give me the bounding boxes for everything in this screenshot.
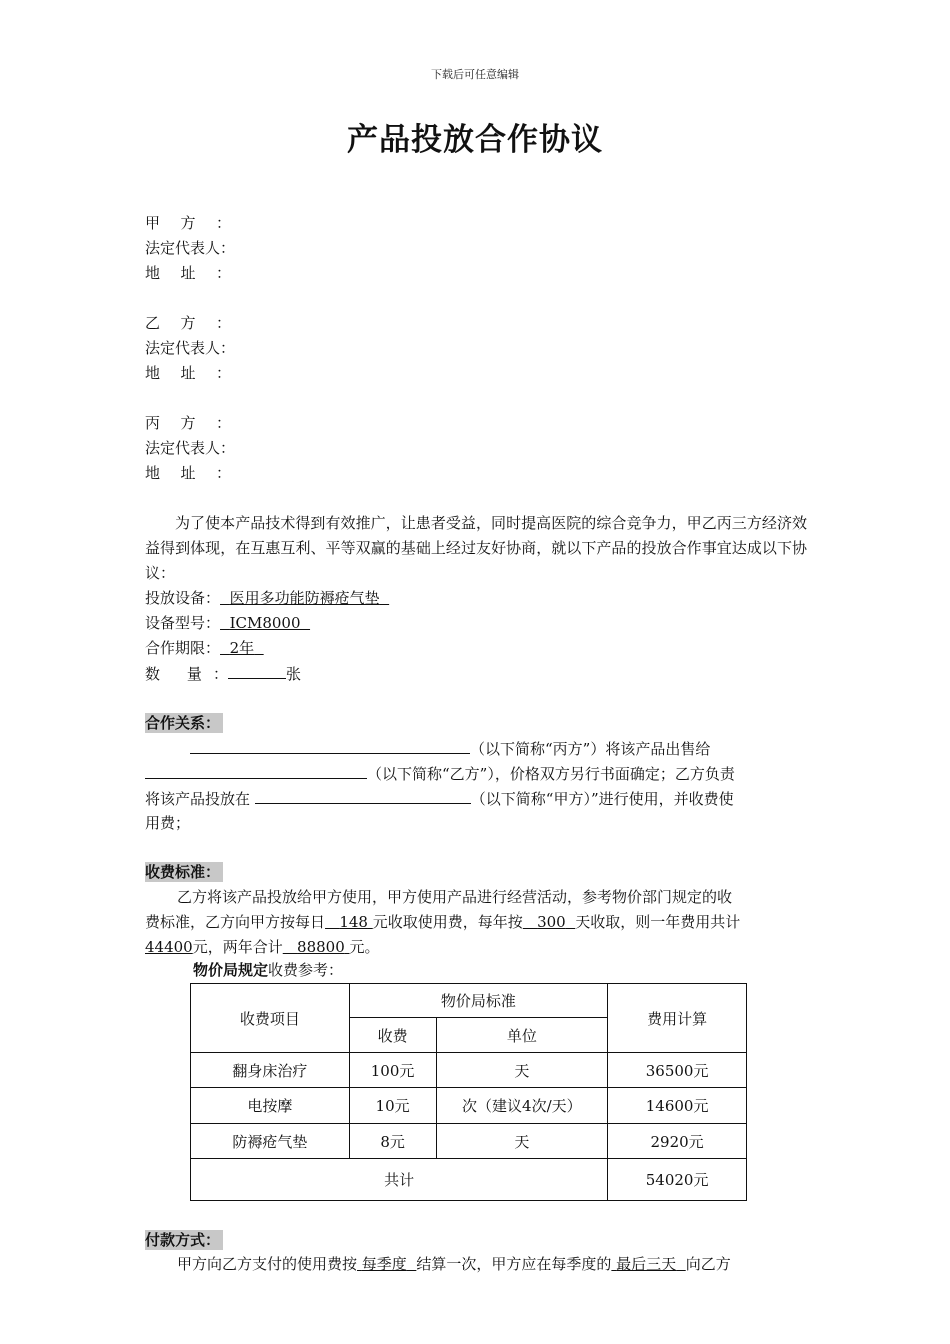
model-value: ICM8000 xyxy=(229,614,301,632)
term-label: 合作期限： xyxy=(145,639,221,657)
cooperation-text-3b: （以下简称“甲方）”进行使用，并收费使 xyxy=(470,790,734,808)
row-unit: 次（建议4次/天） xyxy=(436,1088,608,1124)
cooperation-line-1 xyxy=(190,736,710,762)
row-calc: 14600元 xyxy=(608,1088,747,1124)
total-label: 共计 xyxy=(191,1159,608,1201)
intro-paragraph: 为了使本产品技术得到有效推广，让患者受益，同时提高医院的综合竞争力，甲乙丙三方经济效益得到体现，在互惠互利、平等双赢的基础上经过友好协商，就以下产品的投放合作事宜达成以下协议： xyxy=(145,514,807,582)
payment-text-a: 甲方向乙方支付的使用费按 xyxy=(177,1255,358,1273)
fees-heading: 收费标准： xyxy=(145,862,223,882)
header-note: 下载后可任意编辑 xyxy=(431,68,519,81)
payment-text-c: 向乙方 xyxy=(685,1255,731,1273)
header-unit: 单位 xyxy=(436,1018,608,1053)
model-line xyxy=(145,611,310,636)
model-label: 设备型号： xyxy=(145,614,221,632)
fees-line-2 xyxy=(145,910,740,935)
payment-text-b: 结算一次，甲方应在每季度的 xyxy=(416,1255,612,1273)
fee-table xyxy=(190,983,747,1201)
term-line xyxy=(145,636,264,661)
row-calc: 36500元 xyxy=(608,1053,747,1088)
quantity-line xyxy=(145,661,301,687)
payment-heading: 付款方式： xyxy=(145,1230,223,1250)
row-fee: 8元 xyxy=(349,1124,436,1159)
table-row xyxy=(191,1053,747,1088)
row-unit: 天 xyxy=(436,1124,608,1159)
fee-reference-bold: 物价局规定 xyxy=(193,961,269,979)
buyer-blank xyxy=(145,761,367,779)
total-row xyxy=(191,1159,747,1201)
row-item: 电按摩 xyxy=(191,1088,350,1124)
row-item: 翻身床治疗 xyxy=(191,1053,350,1088)
seller-blank xyxy=(190,736,470,754)
row-calc: 2920元 xyxy=(608,1124,747,1159)
daily-fee-value: 148 xyxy=(339,913,368,931)
document-title: 产品投放合作协议 xyxy=(347,122,603,158)
party-a-address-label: 地址： xyxy=(145,264,231,282)
fees-text-2b: 元收取使用费，每年按 xyxy=(372,913,523,931)
term-value: 2年 xyxy=(229,639,255,657)
party-a-label: 甲方： xyxy=(145,214,231,232)
fee-reference-text: 收费参考： xyxy=(268,961,344,979)
cooperation-line-3 xyxy=(145,786,734,812)
device-label: 投放设备： xyxy=(145,589,221,607)
fees-text-3a: 元，两年合计 xyxy=(192,938,283,956)
row-unit: 天 xyxy=(436,1053,608,1088)
quantity-blank xyxy=(228,661,286,679)
payment-line-1 xyxy=(177,1252,731,1277)
settlement-period-value: 每季度 xyxy=(361,1255,407,1273)
party-b-rep-label: 法定代表人： xyxy=(145,339,236,357)
party-b-address-label: 地址： xyxy=(145,364,231,382)
two-year-total-value: 88800 xyxy=(297,938,345,956)
header-standard: 物价局标准 xyxy=(349,984,608,1018)
yearly-total-value: 44400 xyxy=(145,938,193,956)
device-value: 医用多功能防褥疮气垫 xyxy=(229,589,380,607)
quantity-unit: 张 xyxy=(286,665,302,683)
party-b-label: 乙方： xyxy=(145,314,231,332)
cooperation-line-2 xyxy=(145,761,735,787)
table-row xyxy=(191,1088,747,1124)
party-a-rep-label: 法定代表人： xyxy=(145,239,236,257)
cooperation-heading: 合作关系： xyxy=(145,713,223,733)
cooperation-text-3a: 将该产品投放在 xyxy=(145,790,251,808)
party-c-rep-label: 法定代表人： xyxy=(145,439,236,457)
fees-line-3 xyxy=(145,935,380,960)
party-c-address-label: 地址： xyxy=(145,464,231,482)
header-fee: 收费 xyxy=(349,1018,436,1053)
header-item: 收费项目 xyxy=(191,984,350,1053)
fees-line-1: 乙方将该产品投放给甲方使用，甲方使用产品进行经营活动，参考物价部门规定的收 xyxy=(177,888,733,906)
cooperation-text-2: （以下简称“乙方”），价格双方另行书面确定；乙方负责 xyxy=(367,765,735,783)
row-fee: 10元 xyxy=(349,1088,436,1124)
billable-days-value: 300 xyxy=(537,913,566,931)
row-fee: 100元 xyxy=(349,1053,436,1088)
row-item: 防褥疮气垫 xyxy=(191,1124,350,1159)
fees-text-2a: 费标准，乙方向甲方按每日 xyxy=(145,913,326,931)
quantity-label: 数 量： xyxy=(145,665,228,683)
payment-deadline-value: 最后三天 xyxy=(616,1255,677,1273)
device-line xyxy=(145,586,389,611)
user-blank xyxy=(255,786,471,804)
fees-text-3b: 元。 xyxy=(349,938,380,956)
fees-text-2c: 天收取，则一年费用共计 xyxy=(575,913,741,931)
total-value: 54020元 xyxy=(608,1159,747,1201)
cooperation-text-1: （以下简称“丙方”）将该产品出售给 xyxy=(470,740,711,758)
party-c-label: 丙方： xyxy=(145,414,231,432)
table-row xyxy=(191,1124,747,1159)
header-calc: 费用计算 xyxy=(608,984,747,1053)
fee-reference-line xyxy=(193,958,343,983)
cooperation-line-4: 用费； xyxy=(145,814,191,832)
